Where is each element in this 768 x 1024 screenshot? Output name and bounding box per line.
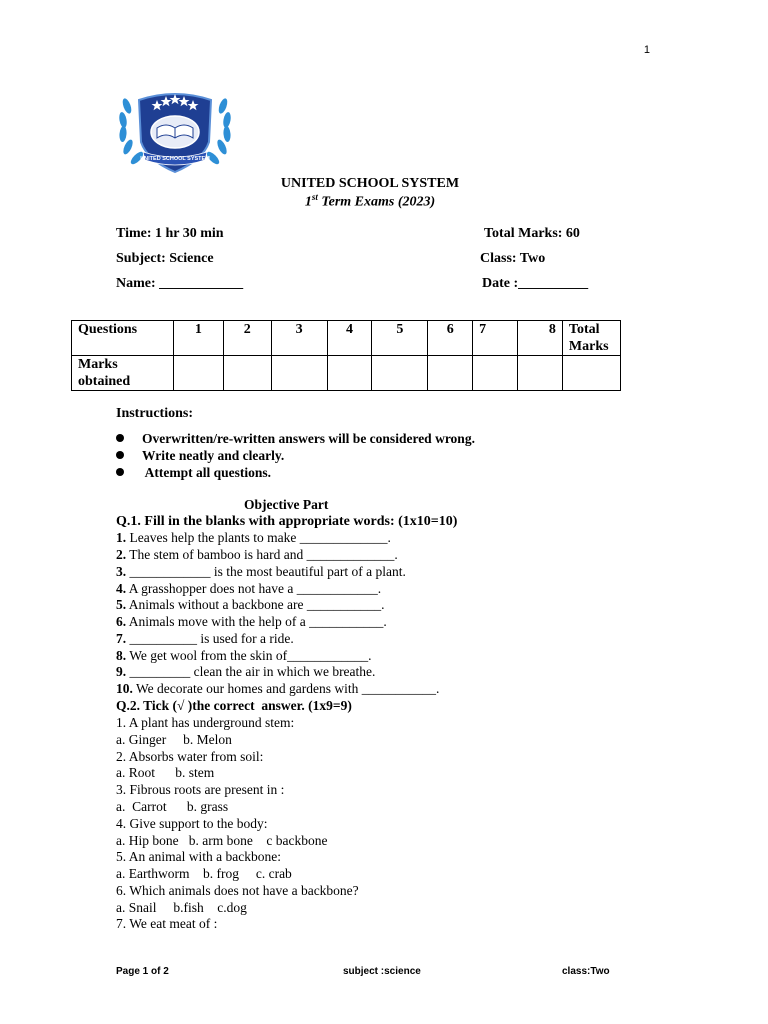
table-cell: 6	[428, 321, 473, 356]
marks-table	[71, 320, 621, 391]
list-item: 3. Fibrous roots are present in :	[116, 782, 285, 797]
list-item: 7. __________ is used for a ride.	[116, 631, 294, 646]
section-title: Objective Part	[244, 497, 329, 512]
list-item: 5. Animals without a backbone are ___________.	[116, 597, 385, 612]
table-cell: Questions	[72, 321, 174, 356]
table-cell: 2	[223, 321, 271, 356]
list-item: Write neatly and clearly.	[116, 448, 284, 464]
list-item: 4. Give support to the body:	[116, 816, 268, 831]
name-field: Name: ____________	[116, 276, 244, 291]
bullet-icon	[116, 468, 124, 476]
table-cell: 1	[173, 321, 223, 356]
list-item: 2. The stem of bamboo is hard and _____________.	[116, 547, 398, 562]
list-item: 2. Absorbs water from soil:	[116, 749, 264, 764]
list-item: 10. We decorate our homes and gardens with ___________.	[116, 681, 440, 696]
list-item: 7. We eat meat of :	[116, 916, 218, 931]
list-item: 8. We get wool from the skin of____________.	[116, 648, 372, 663]
list-item: 6. Which animals does not have a backbone?	[116, 883, 359, 898]
table-cell: 7	[473, 321, 518, 356]
table-cell	[372, 356, 428, 391]
school-name: UNITED SCHOOL SYSTEM	[280, 176, 460, 191]
page-number: 1	[643, 44, 650, 56]
list-item: 5. An animal with a backbone:	[116, 849, 281, 864]
list-item: a. Root b. stem	[116, 765, 215, 780]
list-item: 6. Animals move with the help of a ___________.	[116, 614, 387, 629]
bullet-icon	[116, 434, 124, 442]
table-row	[72, 321, 621, 356]
list-item: 1. Leaves help the plants to make _____________.	[116, 530, 391, 545]
table-cell: Total Marks	[562, 321, 620, 356]
table-cell: 5	[372, 321, 428, 356]
question-2-title: Q.2. Tick (√ )the correct answer. (1x9=9)	[116, 698, 352, 713]
list-item: Overwritten/re-written answers will be considered wrong.	[116, 431, 475, 447]
exam-title: 1st Term Exams (2023)	[304, 192, 436, 210]
footer-page: Page 1 of 2	[116, 966, 169, 977]
list-item: Attempt all questions.	[116, 465, 271, 481]
date-field: Date :__________	[482, 276, 589, 291]
table-cell	[518, 356, 563, 391]
time-label: Time: 1 hr 30 min	[116, 226, 224, 241]
table-cell	[223, 356, 271, 391]
table-cell: Marks obtained	[72, 356, 174, 391]
list-item: a. Carrot b. grass	[116, 799, 229, 814]
table-cell	[327, 356, 372, 391]
list-item: 3. ____________ is the most beautiful part of a plant.	[116, 564, 406, 579]
question-1-title: Q.1. Fill in the blanks with appropriate words: (1x10=10)	[116, 514, 458, 529]
table-row	[72, 356, 621, 391]
table-cell: 3	[271, 321, 327, 356]
svg-text:UNITED SCHOOL SYSTEM: UNITED SCHOOL SYSTEM	[140, 156, 210, 162]
list-item: a. Ginger b. Melon	[116, 732, 232, 747]
table-cell	[473, 356, 518, 391]
subject-label: Subject: Science	[116, 251, 214, 266]
table-cell	[428, 356, 473, 391]
table-cell	[562, 356, 620, 391]
list-item: a. Snail b.fish c.dog	[116, 900, 247, 915]
total-marks-label: Total Marks: 60	[484, 226, 580, 241]
instructions-title: Instructions:	[116, 406, 194, 421]
footer-subject: subject :science	[343, 966, 421, 977]
table-cell	[173, 356, 223, 391]
school-logo	[113, 86, 237, 178]
list-item: a. Hip bone b. arm bone c backbone	[116, 833, 328, 848]
list-item: 4. A grasshopper does not have a ____________.	[116, 581, 382, 596]
class-label: Class: Two	[480, 251, 546, 266]
list-item: 9. _________ clean the air in which we breathe.	[116, 664, 376, 679]
table-cell: 8	[518, 321, 563, 356]
list-item: a. Earthworm b. frog c. crab	[116, 866, 292, 881]
list-item: 1. A plant has underground stem:	[116, 715, 295, 730]
table-cell	[271, 356, 327, 391]
footer-class: class:Two	[562, 966, 610, 977]
table-cell: 4	[327, 321, 372, 356]
bullet-icon	[116, 451, 124, 459]
